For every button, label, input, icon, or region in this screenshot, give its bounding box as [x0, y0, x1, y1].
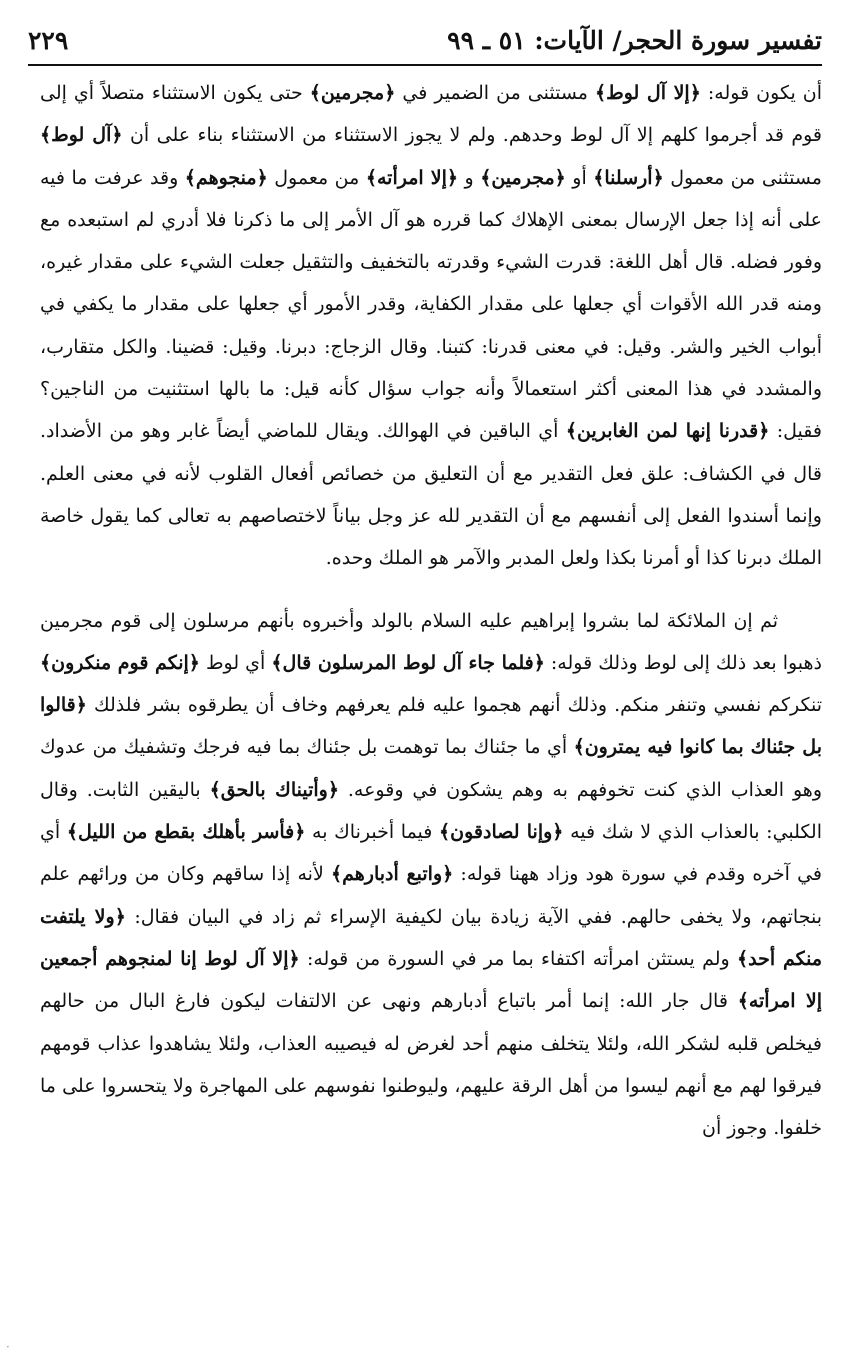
commentary-text: مستثنى من الضمير في: [395, 82, 595, 104]
quran-quote: ﴿إلا آل لوط﴾: [594, 82, 701, 104]
quran-quote: ﴿منجوهم﴾: [184, 166, 268, 189]
commentary-text: لأنه إذا ساقهم وكان من ورائهم علم بنجاتهم، ولا يخفى حالهم. ففي الآية زيادة بيان لكيفية الإسراء ثم زاد في البيان فقال:: [40, 863, 822, 928]
commentary-text: حتى يكون الاستثناء متصلاً أي إلى قوم قد أجرموا كلهم إلا آل لوط وحدهم. ولم لا يجوز الاستثناء من الاستثناء بناء على أن: [40, 82, 822, 147]
commentary-text: و: [458, 166, 481, 189]
quran-quote: ﴿قالوا بل جئناك بما كانوا فيه يمترون﴾: [40, 694, 822, 759]
commentary-text: ثم إن الملائكة لما بشروا إبراهيم عليه السلام بالولد وأخبروه بأنهم مرسلون إلى قوم مجرمين ذهبوا بعد ذلك إلى لوط وذلك قوله:: [40, 609, 822, 674]
commentary-text: وقد عرفت ما فيه على أنه إذا جعل الإرسال بمعنى الإهلاك كما قرره هو آل الأمر إلى ما ذكرنا فلا أدري لم استبعده مع وفور فضله. قال أهل اللغة: قدرت الشيء وقدرته بالتخفيف والتثقيل جعلت الشيء على مقدار غيره، ومنه قدر الله الأقوات أي جعلها على مقدار الكفاية، وقدر الأمور أي جعلها على مقدار ما يكفي في أبواب الخير والشر. وقيل: في معنى قدرنا: كتبنا. وقال الزجاج: دبرنا. وقيل: قضينا. والكل متقارب، والمشدد في هذا المعنى أكثر استعمالاً وأنه جواب سؤال كأنه قيل: ما بالها استثنيت من الناجين؟ فقيل:: [40, 166, 822, 443]
quran-quote: ﴿ولا يلتفت منكم أحد﴾: [40, 905, 823, 970]
quran-quote: ﴿قدرنا إنها لمن الغابرين﴾: [565, 420, 770, 443]
header-title: تفسير سورة الحجر/ الآيات: ٥١ ـ ٩٩: [447, 26, 822, 55]
commentary-text: أي لوط: [199, 651, 272, 674]
quran-quote: ﴿وأتيناك بالحق﴾: [209, 778, 339, 801]
quran-quote: ﴿مجرمين﴾: [480, 166, 566, 189]
quran-quote: ﴿فلما جاء آل لوط المرسلون قال﴾: [271, 651, 545, 674]
quran-quote: ﴿مجرمين﴾: [309, 82, 396, 104]
commentary-paragraph-2: [40, 600, 822, 1150]
header-divider: [28, 64, 822, 66]
running-header: [28, 22, 822, 62]
margin-mark: ·: [6, 1340, 10, 1354]
commentary-text: أي الباقين في الهوالك. ويقال للماضي أيضاً غابر وهو من الأضداد. قال في الكشاف: علق فعل التقدير مع أن التعليق من خصائص أفعال القلوب لأنه في معنى العلم. وإنما أسندوا الفعل إلى أنفسهم مع أن التقدير لله عز وجل بياناً لاختصاصهم به تعالى كما يقول خاصة الملك دبرنا كذا أو أمرنا بكذا ولعل المدبر والآمر هو الملك وحده.: [40, 420, 822, 570]
quran-quote: ﴿فأسر بأهلك بقطع من الليل﴾: [66, 821, 306, 844]
commentary-text: أي ما جئناك بما توهمت بل جئناك بما فيه فرجك وتشفيك من عدوك وهو العذاب الذي كنت تخوفهم به وهم يشكون في وقوعه.: [40, 736, 822, 801]
quran-quote: ﴿واتبع أدبارهم﴾: [330, 863, 454, 886]
commentary-paragraph-1: [40, 72, 822, 580]
quran-quote: ﴿وإنا لصادقون﴾: [439, 821, 564, 844]
quran-quote: ﴿آل لوط﴾: [40, 124, 123, 147]
commentary-text: ولم يستثن امرأته اكتفاء بما مر في السورة من قوله:: [299, 947, 737, 970]
commentary-text: أو: [565, 166, 594, 189]
commentary-text: قال جار الله: إنما أمر باتباع أدبارهم ونهى عن الالتفات ليكون فارغ البال من حالهم فيخلص قلبه لشكر الله، ولئلا يتخلف منهم أحد لغرض له فيصيبه العذاب، ولئلا يشاهدوا عذاب قومهم فيرقوا لهم مع أنهم ليسوا من أهل الرقة عليهم، وليوطنوا نفوسهم على المهاجرة ولا يتحسروا على ما خلفوا. وجوز أن: [40, 990, 822, 1140]
commentary-text: فيما أخبرناك به: [305, 821, 440, 844]
quran-quote: ﴿إلا امرأته﴾: [365, 166, 458, 189]
page-number: ٢٢٩: [28, 26, 69, 55]
quran-quote: ﴿أرسلنا﴾: [593, 166, 664, 189]
commentary-text: من معمول: [267, 166, 366, 189]
commentary-text: أي في آخره وقدم في سورة هود وزاد ههنا قوله:: [40, 821, 822, 886]
commentary-text: تنكركم نفسي وتنفر منكم. وذلك أنهم هجموا عليه فلم يعرفهم وخاف أن يطرقوه بشر فلذلك: [86, 694, 822, 717]
quran-quote: ﴿إلا آل لوط إنا لمنجوهم أجمعين إلا امرأته﴾: [40, 947, 822, 1013]
commentary-text: باليقين الثابت. وقال الكلبي: بالعذاب الذي لا شك فيه: [40, 778, 822, 844]
commentary-body: [40, 72, 822, 1149]
commentary-text: أن يكون قوله:: [700, 82, 822, 104]
commentary-text: مستثنى من معمول: [663, 166, 822, 189]
quran-quote: ﴿إنكم قوم منكرون﴾: [40, 651, 200, 674]
